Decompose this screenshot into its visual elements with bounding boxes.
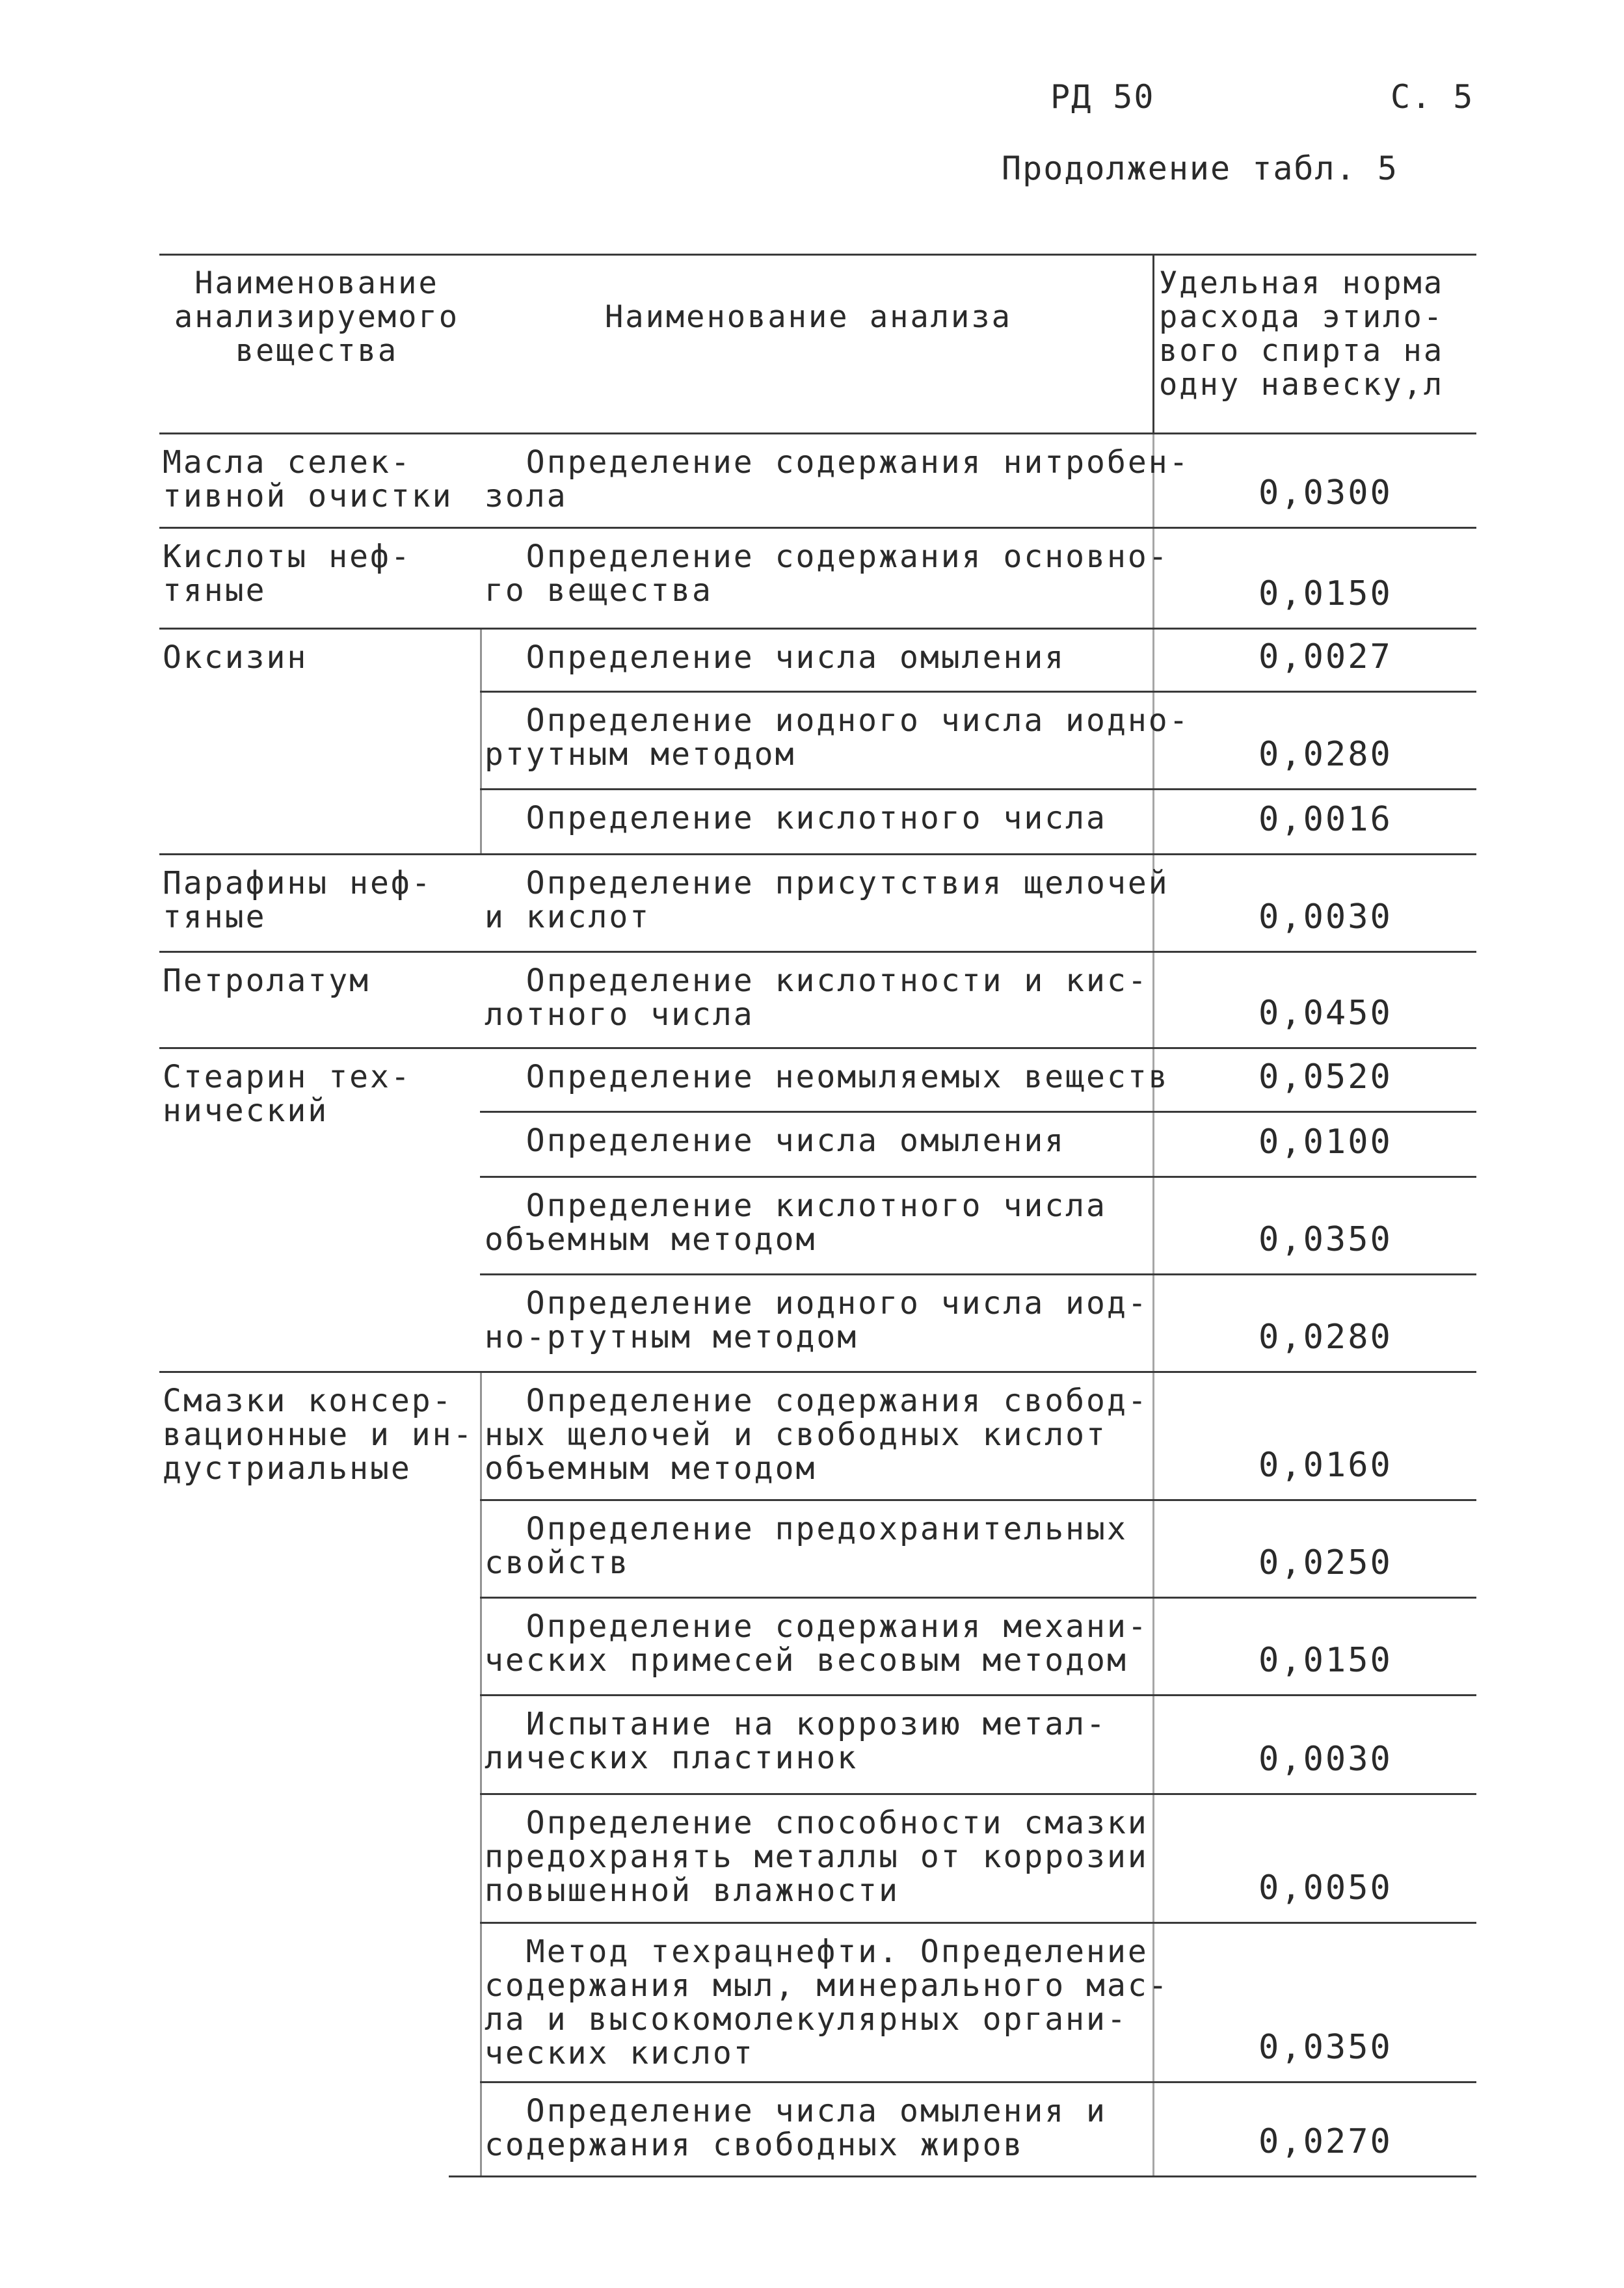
analysis-cell: Метод техрацнефти. Определение содержания мыл, минерального мас- ла и высокомолекулярных органи- ческих кислот [485, 1934, 1169, 2071]
column-header-norm: Удельная норма расхода этило- вого спирта на одну навеску,л [1159, 265, 1444, 403]
row-rule [159, 1047, 1476, 1049]
analysis-cell: Определение кислотного числа [485, 800, 1107, 836]
analysis-cell: Определение предохранительных свойств [485, 1511, 1128, 1581]
norm-cell: 0,0160 [1258, 1446, 1392, 1485]
row-rule [480, 1273, 1476, 1275]
norm-cell: 0,0280 [1258, 735, 1392, 774]
analysis-cell: Определение содержания нитробен- зола [485, 444, 1190, 514]
substance-cell: Парафины неф- тяные [163, 865, 433, 935]
row-rule [159, 1371, 1476, 1373]
norm-cell: 0,0300 [1258, 473, 1392, 512]
row-rule [480, 1922, 1476, 1924]
norm-cell: 0,0030 [1258, 898, 1392, 937]
analysis-cell: Определение присутствия щелочей и кислот [485, 865, 1169, 935]
norm-cell: 0,0030 [1258, 1740, 1392, 1779]
table-bottom-rule [449, 2175, 1476, 2177]
row-rule [480, 1597, 1476, 1599]
substance-cell: Кислоты неф- тяные [163, 539, 412, 609]
substance-cell: Стеарин тех- нический [163, 1059, 412, 1129]
row-rule [480, 1111, 1476, 1113]
analysis-cell: Определение содержания механи- ческих примесей весовым методом [485, 1608, 1149, 1679]
norm-cell: 0,0350 [1258, 1220, 1392, 1259]
row-rule [480, 788, 1476, 790]
norm-cell: 0,0270 [1258, 2122, 1392, 2161]
row-rule [159, 951, 1476, 953]
analysis-cell: Определение кислотности и кис- лотного числа [485, 963, 1149, 1033]
row-rule [480, 691, 1476, 693]
row-rule [480, 2081, 1476, 2083]
analysis-cell: Определение числа омыления [485, 1123, 1066, 1159]
row-rule [480, 1499, 1476, 1501]
analysis-cell: Определение содержания основно- го вещества [485, 539, 1169, 609]
norm-cell: 0,0520 [1258, 1058, 1392, 1097]
analysis-cell: Определение способности смазки предохранять металлы от коррозии повышенной влажности [485, 1805, 1149, 1909]
analysis-cell: Определение неомыляемых веществ [485, 1059, 1169, 1095]
norm-cell: 0,0027 [1258, 637, 1392, 676]
analysis-cell: Определение содержания свобод- ных щелочей и свободных кислот объемным методом [485, 1383, 1149, 1487]
analysis-cell: Определение числа омыления и содержания свободных жиров [485, 2093, 1107, 2163]
analysis-cell: Испытание на коррозию метал- лических пластинок [485, 1706, 1107, 1776]
norm-cell: 0,0250 [1258, 1543, 1392, 1582]
column-divider-left [480, 628, 482, 853]
table-header-rule [159, 432, 1476, 434]
column-header-substance: Наименование анализируемого вещества [174, 265, 460, 369]
header-divider [1152, 254, 1154, 432]
norm-cell: 0,0280 [1258, 1318, 1392, 1357]
substance-cell: Оксизин [163, 639, 308, 676]
norm-cell: 0,0150 [1258, 574, 1392, 613]
norm-cell: 0,0100 [1258, 1123, 1392, 1162]
row-rule [159, 628, 1476, 630]
analysis-cell: Определение кислотного числа объемным методом [485, 1188, 1107, 1258]
analysis-cell: Определение иодного числа иод- но-ртутным методом [485, 1285, 1149, 1355]
analysis-cell: Определение иодного числа иодно- ртутным методом [485, 702, 1190, 773]
row-rule [159, 527, 1476, 529]
row-rule [159, 853, 1476, 855]
page-number: С. 5 [1391, 78, 1474, 116]
norm-cell: 0,0450 [1258, 994, 1392, 1033]
analysis-cell: Определение числа омыления [485, 639, 1066, 676]
table-caption: Продолжение табл. 5 [1002, 150, 1398, 187]
doc-code: РД 50 [1050, 78, 1155, 116]
column-header-analysis: Наименование анализа [605, 299, 1012, 335]
norm-cell: 0,0050 [1258, 1869, 1392, 1908]
substance-cell: Петролатум [163, 963, 370, 999]
norm-cell: 0,0350 [1258, 2028, 1392, 2067]
norm-cell: 0,0150 [1258, 1641, 1392, 1680]
row-rule [480, 1793, 1476, 1795]
table-top-rule [159, 254, 1476, 256]
norm-cell: 0,0016 [1258, 800, 1392, 839]
substance-cell: Масла селек- тивной очистки [163, 444, 453, 514]
column-divider-left [480, 1371, 482, 2175]
column-divider-right [1152, 432, 1154, 2175]
substance-cell: Смазки консер- вационные и ин- дустриальные [163, 1383, 474, 1487]
row-rule [480, 1176, 1476, 1178]
row-rule [480, 1694, 1476, 1696]
